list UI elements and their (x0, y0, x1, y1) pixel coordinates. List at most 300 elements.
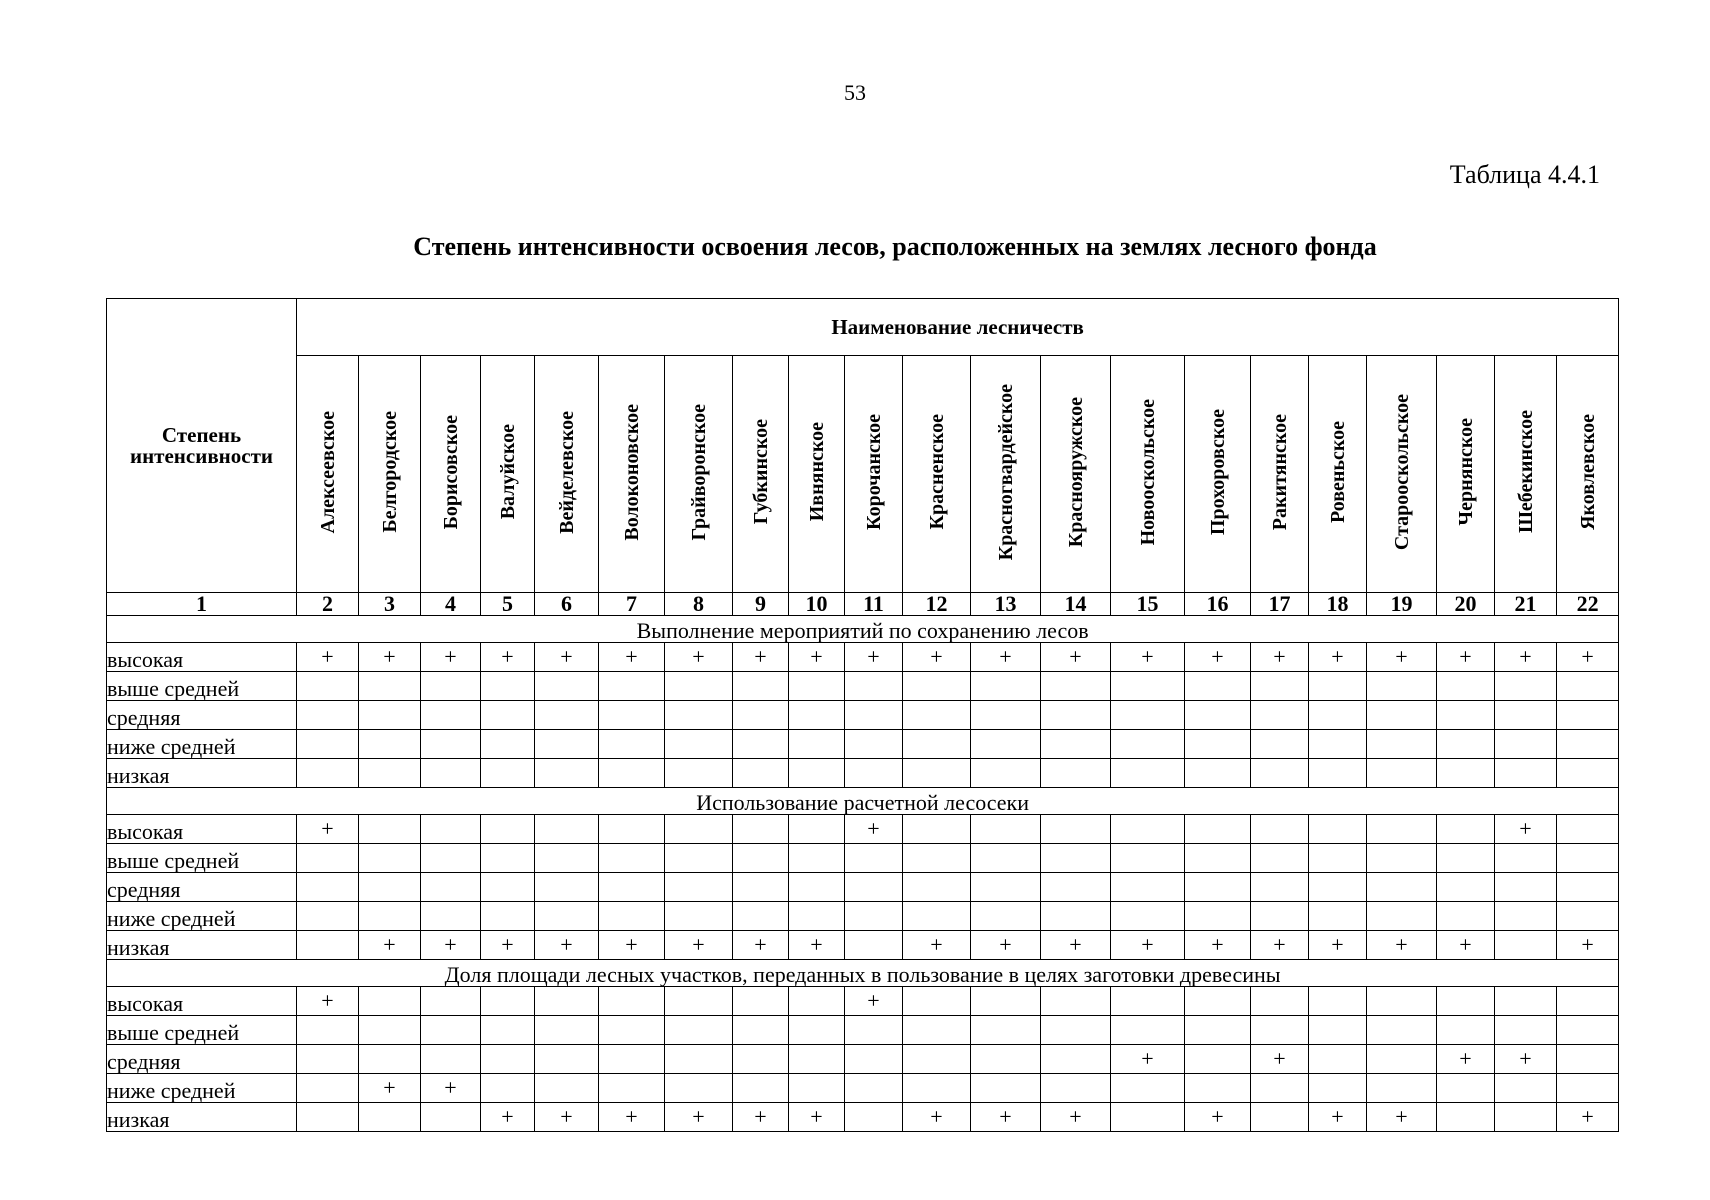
forestry-name-label: Шебекинское (1514, 410, 1537, 534)
mark-cell: + (1367, 931, 1437, 960)
mark-cell (1185, 815, 1251, 844)
table-row (107, 902, 1619, 931)
mark-cell: + (1041, 643, 1111, 672)
mark-cell (845, 1045, 903, 1074)
section-title: Использование расчетной лесосеки (107, 788, 1619, 815)
mark-cell (599, 873, 665, 902)
forestry-name-header (903, 356, 971, 593)
mark-cell: + (1367, 1103, 1437, 1132)
mark-cell (535, 759, 599, 788)
mark-cell (903, 759, 971, 788)
intensity-level-label: средняя (107, 1045, 297, 1074)
mark-cell: + (1185, 1103, 1251, 1132)
mark-cell (971, 1016, 1041, 1045)
mark-cell (1041, 873, 1111, 902)
mark-cell: + (535, 643, 599, 672)
mark-cell (359, 987, 421, 1016)
mark-cell: + (359, 643, 421, 672)
mark-cell (1367, 759, 1437, 788)
mark-cell (665, 672, 733, 701)
column-number: 22 (1557, 593, 1619, 616)
column-number: 4 (421, 593, 481, 616)
table-row (107, 987, 1619, 1016)
column-number: 8 (665, 593, 733, 616)
mark-cell (1437, 672, 1495, 701)
mark-cell (1367, 902, 1437, 931)
mark-cell (359, 672, 421, 701)
mark-cell (481, 730, 535, 759)
column-number: 16 (1185, 593, 1251, 616)
intensity-level-label: ниже средней (107, 902, 297, 931)
mark-cell: + (903, 1103, 971, 1132)
mark-cell (1557, 1016, 1619, 1045)
mark-cell (599, 701, 665, 730)
mark-cell (1185, 730, 1251, 759)
mark-cell: + (1111, 931, 1185, 960)
mark-cell (1111, 815, 1185, 844)
intensity-level-label: низкая (107, 931, 297, 960)
mark-cell (733, 759, 789, 788)
intensity-level-label: низкая (107, 759, 297, 788)
mark-cell (1251, 815, 1309, 844)
mark-cell (1557, 987, 1619, 1016)
mark-cell: + (733, 931, 789, 960)
mark-cell (1041, 701, 1111, 730)
mark-cell (1495, 672, 1557, 701)
intensity-level-label: ниже средней (107, 730, 297, 759)
intensity-level-label: выше средней (107, 844, 297, 873)
mark-cell (845, 759, 903, 788)
mark-cell (1557, 815, 1619, 844)
mark-cell (535, 844, 599, 873)
mark-cell (665, 844, 733, 873)
mark-cell (1251, 701, 1309, 730)
mark-cell (789, 730, 845, 759)
document-title: Степень интенсивности освоения лесов, расположенных на землях лесного фонда (413, 232, 1377, 261)
mark-cell (1557, 672, 1619, 701)
mark-cell: + (1367, 643, 1437, 672)
mark-cell (481, 759, 535, 788)
mark-cell: + (789, 643, 845, 672)
column-number: 17 (1251, 593, 1309, 616)
mark-cell (665, 987, 733, 1016)
intensity-level-label: низкая (107, 1103, 297, 1132)
forestry-name-header (535, 356, 599, 593)
mark-cell (1437, 844, 1495, 873)
mark-cell (903, 672, 971, 701)
mark-cell (733, 1045, 789, 1074)
forestry-name-header (297, 356, 359, 593)
mark-cell (599, 730, 665, 759)
mark-cell (1367, 815, 1437, 844)
mark-cell (845, 672, 903, 701)
mark-cell (1251, 672, 1309, 701)
forestry-name-label: Ракитянское (1268, 413, 1291, 531)
mark-cell (481, 873, 535, 902)
section-title: Доля площади лесных участков, переданных в пользование в целях заготовки древесины (107, 960, 1619, 987)
mark-cell (297, 1045, 359, 1074)
mark-cell (1185, 1074, 1251, 1103)
mark-cell (1495, 931, 1557, 960)
forestry-name-label: Чернянское (1454, 418, 1477, 526)
mark-cell (297, 730, 359, 759)
mark-cell (1495, 1016, 1557, 1045)
mark-cell: + (1111, 643, 1185, 672)
mark-cell (845, 1016, 903, 1045)
mark-cell: + (1041, 1103, 1111, 1132)
mark-cell: + (971, 643, 1041, 672)
mark-cell (1111, 1016, 1185, 1045)
mark-cell (845, 1103, 903, 1132)
forestry-name-label: Вейделевское (555, 410, 578, 534)
mark-cell (789, 902, 845, 931)
table-row (107, 1045, 1619, 1074)
mark-cell (1185, 844, 1251, 873)
mark-cell (1309, 815, 1367, 844)
mark-cell: + (1251, 1045, 1309, 1074)
mark-cell (1495, 844, 1557, 873)
mark-cell (1309, 759, 1367, 788)
mark-cell (1309, 1045, 1367, 1074)
intensity-level-label: высокая (107, 643, 297, 672)
forestry-name-header (1041, 356, 1111, 593)
forestry-name-label: Губкинское (749, 419, 772, 525)
mark-cell (1185, 987, 1251, 1016)
mark-cell (1111, 730, 1185, 759)
forestry-name-label: Ровеньское (1326, 420, 1349, 523)
mark-cell (733, 672, 789, 701)
mark-cell: + (1309, 1103, 1367, 1132)
mark-cell (845, 730, 903, 759)
forestry-name-label: Красногвардейское (994, 383, 1017, 561)
forestry-group-header: Наименование лесничеств (297, 299, 1619, 356)
forestry-name-label: Алексеевское (316, 410, 339, 534)
forestry-name-header (1495, 356, 1557, 593)
forestry-name-header (1557, 356, 1619, 593)
mark-cell (359, 1016, 421, 1045)
mark-cell: + (1495, 1045, 1557, 1074)
mark-cell (733, 1074, 789, 1103)
forestry-name-label: Старооскольское (1390, 393, 1413, 551)
forestry-name-header (1309, 356, 1367, 593)
mark-cell: + (903, 643, 971, 672)
mark-cell (421, 672, 481, 701)
mark-cell (421, 815, 481, 844)
mark-cell (359, 701, 421, 730)
mark-cell: + (1309, 931, 1367, 960)
mark-cell (1251, 1074, 1309, 1103)
section-title: Выполнение мероприятий по сохранению лесов (107, 616, 1619, 643)
mark-cell: + (1437, 931, 1495, 960)
forestry-name-header (1251, 356, 1309, 593)
mark-cell (359, 844, 421, 873)
forestry-name-label: Краснояружское (1064, 396, 1087, 548)
mark-cell (1557, 902, 1619, 931)
mark-cell: + (599, 931, 665, 960)
mark-cell: + (789, 1103, 845, 1132)
table-row (107, 931, 1619, 960)
mark-cell (1557, 873, 1619, 902)
mark-cell (481, 1045, 535, 1074)
column-number: 20 (1437, 593, 1495, 616)
column-number: 1 (107, 593, 297, 616)
mark-cell (789, 1074, 845, 1103)
mark-cell (1111, 844, 1185, 873)
column-number: 18 (1309, 593, 1367, 616)
mark-cell (481, 701, 535, 730)
mark-cell (903, 701, 971, 730)
mark-cell: + (1557, 643, 1619, 672)
mark-cell (845, 873, 903, 902)
mark-cell (1309, 730, 1367, 759)
forestry-name-header (1367, 356, 1437, 593)
mark-cell (665, 1045, 733, 1074)
mark-cell (789, 759, 845, 788)
mark-cell (1309, 844, 1367, 873)
mark-cell (665, 730, 733, 759)
mark-cell: + (971, 931, 1041, 960)
mark-cell: + (665, 1103, 733, 1132)
mark-cell (733, 987, 789, 1016)
mark-cell (789, 987, 845, 1016)
corner-header: Степень интенсивности (107, 299, 297, 593)
mark-cell (1309, 873, 1367, 902)
mark-cell (297, 844, 359, 873)
mark-cell (1557, 844, 1619, 873)
mark-cell (1185, 902, 1251, 931)
mark-cell (1437, 815, 1495, 844)
mark-cell (1041, 815, 1111, 844)
forestry-name-label: Прохоровское (1206, 408, 1229, 536)
table-label: Таблица 4.4.1 (1449, 160, 1600, 189)
forestry-name-label: Валуйское (496, 424, 519, 520)
forestry-name-label: Ивнянское (805, 422, 828, 522)
mark-cell: + (421, 1074, 481, 1103)
mark-cell (297, 931, 359, 960)
mark-cell (1495, 759, 1557, 788)
mark-cell (535, 672, 599, 701)
mark-cell (789, 873, 845, 902)
mark-cell (789, 844, 845, 873)
table-row (107, 672, 1619, 701)
mark-cell (1495, 1103, 1557, 1132)
column-number: 12 (903, 593, 971, 616)
mark-cell: + (481, 1103, 535, 1132)
mark-cell (665, 1074, 733, 1103)
mark-cell (297, 759, 359, 788)
mark-cell (1495, 701, 1557, 730)
mark-cell (1367, 844, 1437, 873)
mark-cell (1041, 844, 1111, 873)
forestry-name-header (733, 356, 789, 593)
table-row (107, 815, 1619, 844)
mark-cell (1111, 1103, 1185, 1132)
mark-cell: + (1309, 643, 1367, 672)
mark-cell: + (599, 1103, 665, 1132)
mark-cell (421, 844, 481, 873)
mark-cell (1309, 902, 1367, 931)
mark-cell (789, 672, 845, 701)
mark-cell (297, 701, 359, 730)
mark-cell (421, 1045, 481, 1074)
mark-cell (1041, 759, 1111, 788)
mark-cell (599, 815, 665, 844)
mark-cell (1041, 902, 1111, 931)
mark-cell (971, 815, 1041, 844)
forestry-name-label: Борисовское (439, 414, 462, 530)
mark-cell (1111, 759, 1185, 788)
table-row (107, 1074, 1619, 1103)
intensity-level-label: высокая (107, 987, 297, 1016)
mark-cell (421, 1016, 481, 1045)
mark-cell (1437, 1016, 1495, 1045)
forestry-name-header (789, 356, 845, 593)
mark-cell (971, 987, 1041, 1016)
mark-cell (1437, 1074, 1495, 1103)
mark-cell (1251, 730, 1309, 759)
mark-cell (1557, 759, 1619, 788)
mark-cell: + (599, 643, 665, 672)
mark-cell (1367, 730, 1437, 759)
mark-cell: + (535, 1103, 599, 1132)
mark-cell (599, 672, 665, 701)
mark-cell: + (665, 931, 733, 960)
mark-cell (359, 1045, 421, 1074)
mark-cell (971, 873, 1041, 902)
mark-cell (297, 1074, 359, 1103)
mark-cell (665, 1016, 733, 1045)
mark-cell: + (1185, 643, 1251, 672)
mark-cell (665, 759, 733, 788)
forestry-name-header (1111, 356, 1185, 593)
mark-cell: + (845, 815, 903, 844)
mark-cell (1185, 873, 1251, 902)
mark-cell (1309, 701, 1367, 730)
mark-cell (733, 815, 789, 844)
mark-cell (1111, 701, 1185, 730)
mark-cell (1309, 1074, 1367, 1103)
mark-cell (903, 902, 971, 931)
forestry-name-label: Белгородское (378, 411, 401, 533)
mark-cell: + (845, 987, 903, 1016)
mark-cell (665, 902, 733, 931)
mark-cell (1251, 1103, 1309, 1132)
mark-cell: + (1251, 643, 1309, 672)
mark-cell: + (1251, 931, 1309, 960)
mark-cell: + (421, 931, 481, 960)
intensity-level-label: ниже средней (107, 1074, 297, 1103)
mark-cell (1185, 759, 1251, 788)
mark-cell (535, 701, 599, 730)
mark-cell (903, 873, 971, 902)
table-row (107, 759, 1619, 788)
forestry-name-label: Волоконовское (620, 403, 643, 541)
mark-cell (1495, 987, 1557, 1016)
forestry-name-header (421, 356, 481, 593)
mark-cell: + (297, 643, 359, 672)
mark-cell (1367, 1074, 1437, 1103)
mark-cell (1437, 873, 1495, 902)
mark-cell (1367, 873, 1437, 902)
mark-cell: + (1041, 931, 1111, 960)
mark-cell: + (1557, 931, 1619, 960)
mark-cell (733, 844, 789, 873)
mark-cell: + (1495, 815, 1557, 844)
mark-cell (481, 902, 535, 931)
mark-cell (1041, 730, 1111, 759)
mark-cell (1185, 701, 1251, 730)
mark-cell (971, 759, 1041, 788)
column-number: 2 (297, 593, 359, 616)
mark-cell (1367, 1016, 1437, 1045)
mark-cell (1495, 873, 1557, 902)
mark-cell (1557, 1074, 1619, 1103)
mark-cell (535, 1045, 599, 1074)
mark-cell (599, 759, 665, 788)
intensity-level-label: средняя (107, 701, 297, 730)
mark-cell (1111, 672, 1185, 701)
mark-cell (1111, 902, 1185, 931)
table-row (107, 844, 1619, 873)
mark-cell (1437, 759, 1495, 788)
mark-cell (1111, 873, 1185, 902)
mark-cell (297, 1016, 359, 1045)
mark-cell (535, 1016, 599, 1045)
mark-cell (421, 873, 481, 902)
mark-cell (481, 1016, 535, 1045)
column-number: 15 (1111, 593, 1185, 616)
mark-cell (1251, 759, 1309, 788)
mark-cell (733, 701, 789, 730)
table-row (107, 873, 1619, 902)
mark-cell (971, 844, 1041, 873)
mark-cell (1251, 844, 1309, 873)
mark-cell (535, 815, 599, 844)
mark-cell (1185, 672, 1251, 701)
mark-cell (297, 672, 359, 701)
mark-cell (1309, 987, 1367, 1016)
mark-cell (733, 730, 789, 759)
mark-cell: + (1111, 1045, 1185, 1074)
mark-cell (1309, 1016, 1367, 1045)
mark-cell (599, 1045, 665, 1074)
mark-cell (297, 1103, 359, 1132)
mark-cell (903, 1016, 971, 1045)
mark-cell: + (1437, 1045, 1495, 1074)
forestry-name-header (1437, 356, 1495, 593)
mark-cell: + (1557, 1103, 1619, 1132)
mark-cell (665, 873, 733, 902)
mark-cell: + (971, 1103, 1041, 1132)
mark-cell (971, 1045, 1041, 1074)
mark-cell: + (903, 931, 971, 960)
mark-cell (599, 844, 665, 873)
mark-cell (1367, 987, 1437, 1016)
mark-cell (421, 902, 481, 931)
mark-cell: + (535, 931, 599, 960)
mark-cell (845, 931, 903, 960)
forestry-name-header (665, 356, 733, 593)
column-number: 14 (1041, 593, 1111, 616)
mark-cell (903, 815, 971, 844)
mark-cell: + (733, 643, 789, 672)
mark-cell (599, 1016, 665, 1045)
mark-cell (359, 902, 421, 931)
mark-cell (1557, 1045, 1619, 1074)
column-number: 11 (845, 593, 903, 616)
mark-cell (1041, 1045, 1111, 1074)
column-number: 10 (789, 593, 845, 616)
